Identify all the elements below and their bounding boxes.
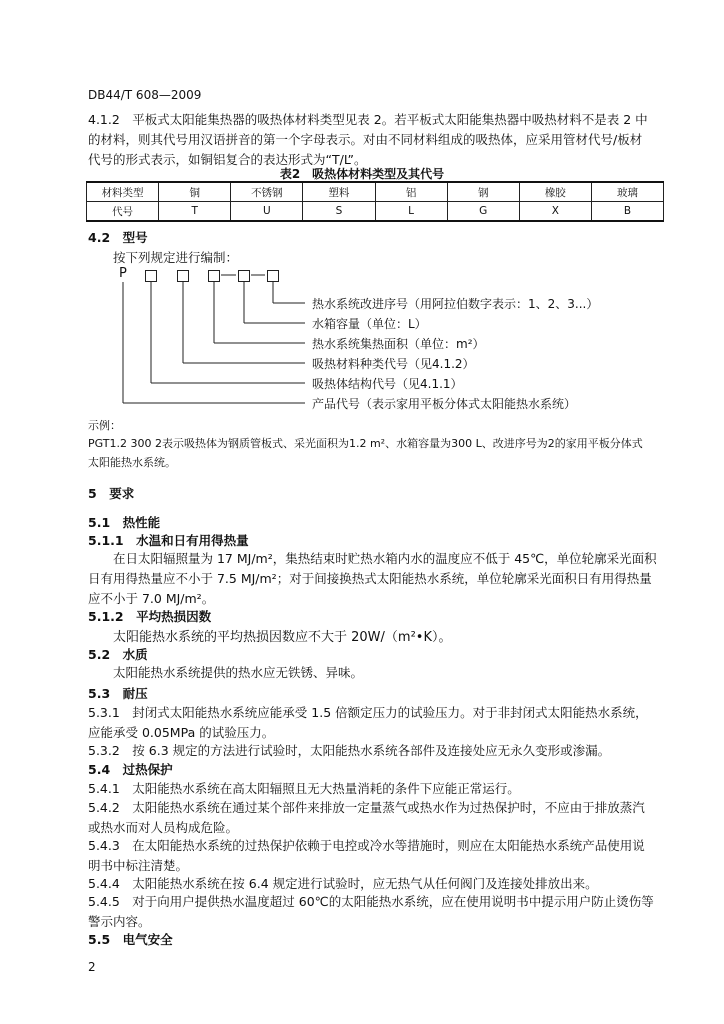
table-caption: 表2 吸热体材料类型及其代号 bbox=[279, 167, 445, 181]
sec-5-1-1-text bbox=[88, 549, 666, 609]
sec-5-4-heading: 5.4 过热保护 bbox=[88, 762, 173, 777]
sec-4-2-heading: 4.2 型号 bbox=[88, 230, 148, 245]
sec-4-2-intro: 按下列规定进行编制： bbox=[113, 250, 239, 265]
table-cell: U bbox=[231, 202, 303, 222]
text-line: 应能承受 0.05MPa 的试验压力。 bbox=[88, 725, 275, 740]
text-line: 在日太阳辐照量为 17 MJ/m²，集热结束时贮热水箱内水的温度应不低于 45℃，单位轮廓采光面积 bbox=[113, 551, 657, 566]
sec-5-5-heading: 5.5 电气安全 bbox=[88, 932, 173, 947]
table-cell: X bbox=[519, 202, 591, 222]
table-cell: 代号 bbox=[87, 202, 159, 222]
sec-5-3-1-text bbox=[88, 703, 666, 743]
legend-item: 吸热体结构代号（见4.1.1） bbox=[312, 377, 463, 391]
page-number: 2 bbox=[88, 960, 96, 974]
table-cell: 塑料 bbox=[303, 182, 375, 202]
sec-5-4-3-text bbox=[88, 836, 666, 876]
text-line: 5.3.1 封闭式太阳能热水系统应能承受 1.5 倍额定压力的试验压力。对于非封闭式太阳能热水系统， bbox=[88, 705, 648, 720]
sec-5-4-4-text: 5.4.4 太阳能热水系统在按 6.4 规定进行试验时，应无热气从任何阀门及连接处排放出来。 bbox=[88, 876, 598, 891]
legend-item: 水箱容量（单位：L） bbox=[312, 317, 427, 331]
doc-id: DB44/T 608—2009 bbox=[88, 88, 202, 102]
text-line: 明书中标注清楚。 bbox=[88, 858, 189, 873]
table-cell: 玻璃 bbox=[591, 182, 663, 202]
text-line: 应不小于 7.0 MJ/m²。 bbox=[88, 591, 215, 606]
table-cell: 钢 bbox=[447, 182, 519, 202]
sec-5-2-heading: 5.2 水质 bbox=[88, 647, 148, 662]
sec-5-1-heading: 5.1 热性能 bbox=[88, 515, 161, 530]
legend-item: 吸热材料种类代号（见4.1.2） bbox=[312, 357, 475, 371]
sec-5-3-2-text: 5.3.2 按 6.3 规定的方法进行试验时，太阳能热水系统各部件及连接处应无永久变形或渗漏。 bbox=[88, 743, 611, 758]
sec-5-heading: 5 要求 bbox=[88, 486, 135, 501]
text-line: 或热水而对人员构成危险。 bbox=[88, 820, 239, 835]
text-line: 日有用得热量应不小于 7.5 MJ/m²；对于间接换热式太阳能热水系统，单位轮廓采光面积日有用得热量 bbox=[88, 571, 652, 586]
table-cell: 材料类型 bbox=[87, 182, 159, 202]
sec-5-4-2-text bbox=[88, 798, 666, 838]
sec-5-1-2-text: 太阳能热水系统的平均热损因数应不大于 20W/（m²•K）。 bbox=[113, 630, 452, 645]
sec-5-3-heading: 5.3 耐压 bbox=[88, 686, 148, 701]
table-cell: T bbox=[159, 202, 231, 222]
table-cell: 铜 bbox=[159, 182, 231, 202]
example-text bbox=[88, 434, 666, 472]
legend-item: 产品代号（表示家用平板分体式太阳能热水系统） bbox=[312, 397, 577, 411]
sec-5-1-2-heading: 5.1.2 平均热损因数 bbox=[88, 609, 212, 624]
legend-item: 热水系统集热面积（单位：m²） bbox=[312, 337, 485, 351]
table-cell: G bbox=[447, 202, 519, 222]
table-cell: S bbox=[303, 202, 375, 222]
text-line: 代号的形式表示，如铜铝复合的表达形式为“T/L”。 bbox=[88, 152, 367, 167]
sec-5-1-1-heading: 5.1.1 水温和日有用得热量 bbox=[88, 533, 249, 548]
text-line: 5.4.3 在太阳能热水系统的过热保护依赖于电控或冷水等措施时，则应在太阳能热水系统产品使用说 bbox=[88, 838, 645, 853]
text-line: 的材料，则其代号用汉语拼音的第一个字母表示。对由不同材料组成的吸热体，应采用管材代号/板材 bbox=[88, 132, 643, 147]
table-cell: 橡胶 bbox=[519, 182, 591, 202]
text-line: PGT1.2 300 2表示吸热体为钢质管板式、采光面积为1.2 m²、水箱容量为300 L、改进序号为2的家用平板分体式 bbox=[88, 437, 643, 450]
text-line: 太阳能热水系统。 bbox=[88, 456, 176, 469]
text-line: 5.4.5 对于向用户提供热水温度超过 60℃的太阳能热水系统，应在使用说明书中提示用户防止烫伤等 bbox=[88, 894, 654, 909]
legend-item: 热水系统改进序号（用阿拉伯数字表示：1、2、3...） bbox=[312, 297, 599, 311]
text-line: 警示内容。 bbox=[88, 914, 151, 929]
table-cell: 铝 bbox=[375, 182, 447, 202]
table-cell: L bbox=[375, 202, 447, 222]
sec-5-4-1-text: 5.4.1 太阳能热水系统在高太阳辐照且无大热量消耗的条件下应能正常运行。 bbox=[88, 781, 520, 796]
table-cell: 不锈钢 bbox=[231, 182, 303, 202]
sec-5-2-text: 太阳能热水系统提供的热水应无铁锈、异味。 bbox=[113, 665, 364, 680]
example-label: 示例： bbox=[88, 419, 121, 432]
table-cell: B bbox=[591, 202, 663, 222]
text-line: 5.4.2 太阳能热水系统在通过某个部件来排放一定量蒸气或热水作为过热保护时，不应由于排放蒸汽 bbox=[88, 800, 645, 815]
sec-5-4-5-text bbox=[88, 892, 666, 932]
model-prefix: P bbox=[119, 266, 127, 281]
text-line: 4.1.2 平板式太阳能集热器的吸热体材料类型见表 2。若平板式太阳能集热器中吸热材料不是表 2 中 bbox=[88, 112, 648, 127]
